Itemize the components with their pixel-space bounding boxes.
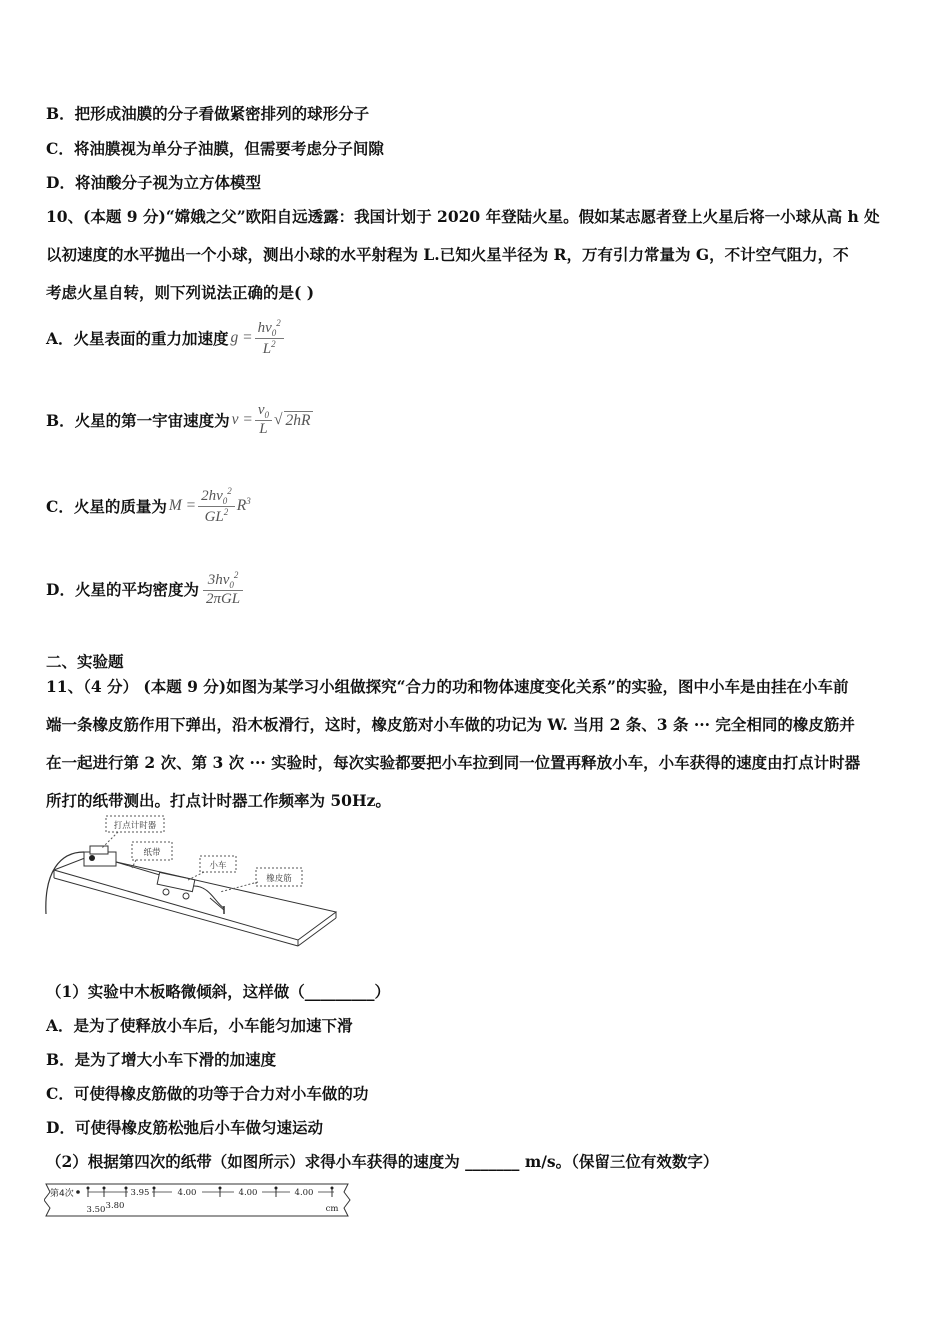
section2-title: 二、实验题: [46, 652, 124, 671]
tape-value-1: 3.50: [86, 1205, 106, 1215]
q11-sub1-option-a: A．是为了使释放小车后，小车能匀加速下滑: [46, 1016, 353, 1035]
q10-option-d-label: D．火星的平均密度为: [46, 580, 199, 599]
q10-option-c: [46, 486, 251, 526]
figure-label-cart: 小车: [209, 861, 227, 871]
figure-label-tape: 纸带: [143, 848, 161, 858]
q9-option-d: D．将油酸分子视为立方体模型: [46, 173, 261, 192]
q10-option-a: [46, 318, 286, 358]
q11-stem-line2: 端一条橡皮筋作用下弹出，沿木板滑行，这时，橡皮筋对小车做的功记为 W. 当用 2 条、3 条 ··· 完全相同的橡皮筋并: [46, 715, 855, 734]
q11-sub1-option-b: B．是为了增大小车下滑的加速度: [46, 1050, 277, 1069]
q11-stem-line3: 在一起进行第 2 次、第 3 次 ··· 实验时，每次实验都要把小车拉到同一位置再释放小车，小车获得的速度由打点计时器: [46, 753, 861, 772]
tape-value-4: 4.00: [177, 1188, 197, 1198]
formula-c: M = $\frac{2hv_0^2}{GL^2}$ $R^3$: [168, 486, 251, 525]
q10-option-d: [46, 570, 245, 608]
q10-option-b: [46, 402, 313, 438]
q9-option-b: B．把形成油膜的分子看做紧密排列的球形分子: [46, 104, 370, 123]
experiment-figure: [40, 812, 340, 952]
q11-stem-line1: 11、（4 分） (本题 9 分)如图为某学习小组做探究“合力的功和物体速度变化关系”的实验，图中小车是由挂在小车前: [46, 677, 849, 696]
q10-stem-line3: 考虑火星自转，则下列说法正确的是( ): [46, 283, 315, 302]
tape-value-6: 4.00: [294, 1188, 314, 1198]
formula-d: $\frac{3hv_0^2}{\text{2πGL}}$: [201, 570, 245, 608]
tape-value-2: 3.80: [105, 1201, 125, 1211]
tape-label: 第4次: [50, 1189, 74, 1199]
q11-sub1-option-d: D．可使得橡皮筋松弛后小车做匀速运动: [46, 1118, 323, 1137]
q9-option-c: C．将油膜视为单分子油膜，但需要考虑分子间隙: [46, 139, 384, 158]
q10-option-b-label: B．火星的第一宇宙速度为: [46, 411, 230, 430]
figure-label-band: 橡皮筋: [266, 874, 292, 884]
q11-sub2: （2）根据第四次的纸带（如图所示）求得小车获得的速度为 _______ m/s。（保留三位有效数字）: [46, 1152, 719, 1171]
tape-value-5: 4.00: [238, 1188, 258, 1198]
q10-option-a-label: A．火星表面的重力加速度: [46, 329, 229, 348]
tape-value-3: 3.95: [130, 1188, 150, 1198]
figure-label-timer: 打点计时器: [113, 821, 157, 831]
q10-stem-line1: 10、(本题 9 分)“嫦娥之父”欧阳自远透露：我国计划于 2020 年登陆火星。假如某志愿者登上火星后将一小球从高 h 处: [46, 207, 880, 226]
q10-option-c-label: C．火星的质量为: [46, 497, 167, 516]
tape-unit: cm: [325, 1204, 339, 1214]
q11-stem-line4: 所打的纸带测出。打点计时器工作频率为 50Hz。: [46, 791, 391, 810]
formula-b: v = $\frac{v_0}{L}$ √ 2hR: [231, 402, 311, 437]
formula-a: g = $\frac{hv_0^2}{L^2}$: [231, 318, 286, 358]
q10-stem-line2: 以初速度的水平抛出一个小球，测出小球的水平射程为 L.已知火星半径为 R，万有引力常量为 G，不计空气阻力，不: [46, 245, 849, 264]
q11-sub1: （1）实验中木板略微倾斜，这样做（_________）: [46, 982, 391, 1001]
q11-sub1-option-c: C．可使得橡皮筋做的功等于合力对小车做的功: [46, 1084, 369, 1103]
paper-tape-figure: [44, 1182, 354, 1218]
